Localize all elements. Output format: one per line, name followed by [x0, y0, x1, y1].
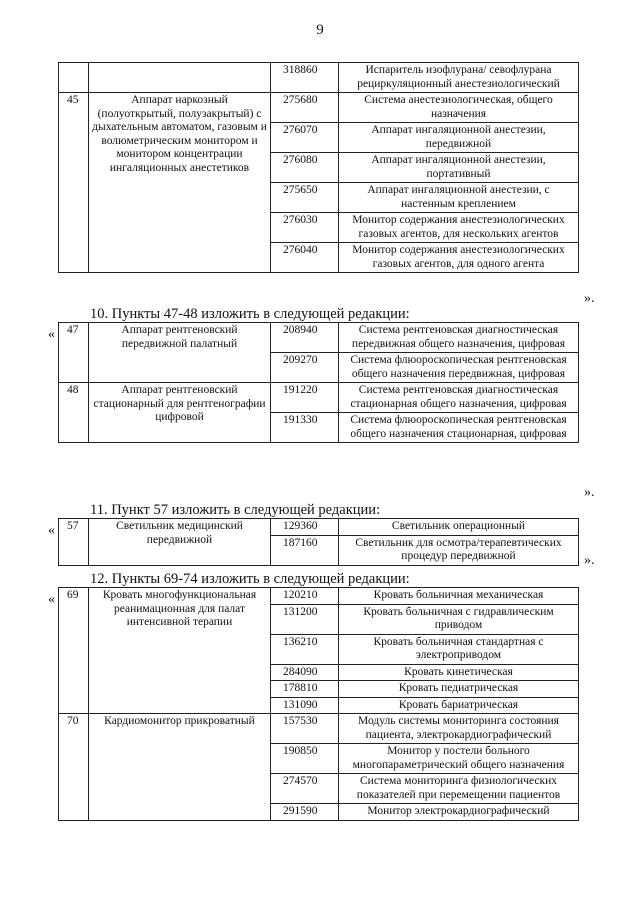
- description-cell: Аппарат ингаляционной анестезии, портативный: [339, 153, 579, 183]
- close-quote: ».: [584, 485, 595, 500]
- code-cell: 129360: [271, 519, 339, 536]
- code-cell: 190850: [271, 744, 339, 774]
- row-number: 69: [59, 588, 89, 714]
- description-cell: Светильник операционный: [339, 519, 579, 536]
- code-cell: 276030: [271, 213, 339, 243]
- device-name: [89, 63, 271, 93]
- device-name: Аппарат рентгеновский передвижной палатный: [89, 323, 271, 383]
- equipment-table-section-10: [58, 322, 579, 443]
- description-cell: Модуль системы мониторинга состояния пациента, электрокардиографический: [339, 714, 579, 744]
- code-cell: 274570: [271, 774, 339, 804]
- row-number: 48: [59, 383, 89, 443]
- code-cell: 157530: [271, 714, 339, 744]
- description-cell: Аппарат ингаляционной анестезии, передвижной: [339, 123, 579, 153]
- code-cell: 284090: [271, 664, 339, 681]
- device-name: Кардиомонитор прикроватный: [89, 714, 271, 821]
- description-cell: Система рентгеновская диагностическая стационарная общего назначения, цифровая: [339, 383, 579, 413]
- description-cell: Испаритель изофлурана/ севофлурана рециркуляционный анестезиологический: [339, 63, 579, 93]
- row-number: 70: [59, 714, 89, 821]
- code-cell: 120210: [271, 588, 339, 605]
- description-cell: Кровать педиатрическая: [339, 681, 579, 698]
- section-heading: 10. Пункты 47-48 изложить в следующей редакции:: [90, 306, 410, 322]
- device-name: Светильник медицинский передвижной: [89, 519, 271, 566]
- open-quote: «: [48, 592, 55, 607]
- code-cell: 291590: [271, 804, 339, 821]
- code-cell: 209270: [271, 353, 339, 383]
- row-number: 47: [59, 323, 89, 383]
- code-cell: 276040: [271, 243, 339, 273]
- table-row: [59, 63, 579, 93]
- code-cell: 318860: [271, 63, 339, 93]
- code-cell: 178810: [271, 681, 339, 698]
- code-cell: 275650: [271, 183, 339, 213]
- description-cell: Монитор у постели больного многопараметрический общего назначения: [339, 744, 579, 774]
- description-cell: Система флюороскопическая рентгеновская общего назначения передвижная, цифровая: [339, 353, 579, 383]
- description-cell: Кровать бариатрическая: [339, 697, 579, 714]
- section-heading: 12. Пункты 69-74 изложить в следующей редакции:: [90, 571, 410, 587]
- table-row: [59, 519, 579, 536]
- description-cell: Система мониторинга физиологических показателей при перемещении пациентов: [339, 774, 579, 804]
- description-cell: Монитор содержания анестезиологических газовых агентов, для нескольких агентов: [339, 213, 579, 243]
- row-number: 57: [59, 519, 89, 566]
- section-heading: 11. Пункт 57 изложить в следующей редакции:: [90, 502, 381, 518]
- code-cell: 276080: [271, 153, 339, 183]
- code-cell: 131200: [271, 604, 339, 634]
- description-cell: Монитор электрокардиографический: [339, 804, 579, 821]
- table-row: [59, 323, 579, 353]
- equipment-table-continuation: [58, 62, 579, 273]
- code-cell: 191220: [271, 383, 339, 413]
- close-quote: ».: [584, 553, 595, 568]
- code-cell: 191330: [271, 413, 339, 443]
- code-cell: 275680: [271, 93, 339, 123]
- table-row: [59, 383, 579, 413]
- code-cell: 276070: [271, 123, 339, 153]
- equipment-table-section-11: [58, 518, 579, 566]
- description-cell: Светильник для осмотра/терапевтических процедур передвижной: [339, 535, 579, 565]
- description-cell: Аппарат ингаляционной анестезии, с настенным креплением: [339, 183, 579, 213]
- code-cell: 131090: [271, 697, 339, 714]
- description-cell: Кровать больничная стандартная с электроприводом: [339, 634, 579, 664]
- description-cell: Система рентгеновская диагностическая передвижная общего назначения, цифровая: [339, 323, 579, 353]
- description-cell: Монитор содержания анестезиологических газовых агентов, для одного агента: [339, 243, 579, 273]
- description-cell: Кровать больничная механическая: [339, 588, 579, 605]
- open-quote: «: [48, 327, 55, 342]
- page-number: 9: [316, 22, 324, 38]
- code-cell: 208940: [271, 323, 339, 353]
- open-quote: «: [48, 523, 55, 538]
- table-row: [59, 714, 579, 744]
- code-cell: 187160: [271, 535, 339, 565]
- description-cell: Система анестезиологическая, общего назначения: [339, 93, 579, 123]
- equipment-table-section-12: [58, 587, 579, 821]
- close-quote: ».: [584, 291, 595, 306]
- description-cell: Кровать больничная с гидравлическим приводом: [339, 604, 579, 634]
- device-name: Аппарат наркозный (полуоткрытый, полузакрытый) с дыхательным автоматом, газовым и волюметрическим монитором и монитором концентрации ингаляционных анестетиков: [89, 93, 271, 273]
- description-cell: Система флюороскопическая рентгеновская общего назначения стационарная, цифровая: [339, 413, 579, 443]
- row-number: [59, 63, 89, 93]
- table-row: [59, 588, 579, 605]
- device-name: Кровать многофункциональная реанимационная для палат интенсивной терапии: [89, 588, 271, 714]
- row-number: 45: [59, 93, 89, 273]
- description-cell: Кровать кинетическая: [339, 664, 579, 681]
- table-row: [59, 93, 579, 123]
- device-name: Аппарат рентгеновский стационарный для рентгенографии цифровой: [89, 383, 271, 443]
- code-cell: 136210: [271, 634, 339, 664]
